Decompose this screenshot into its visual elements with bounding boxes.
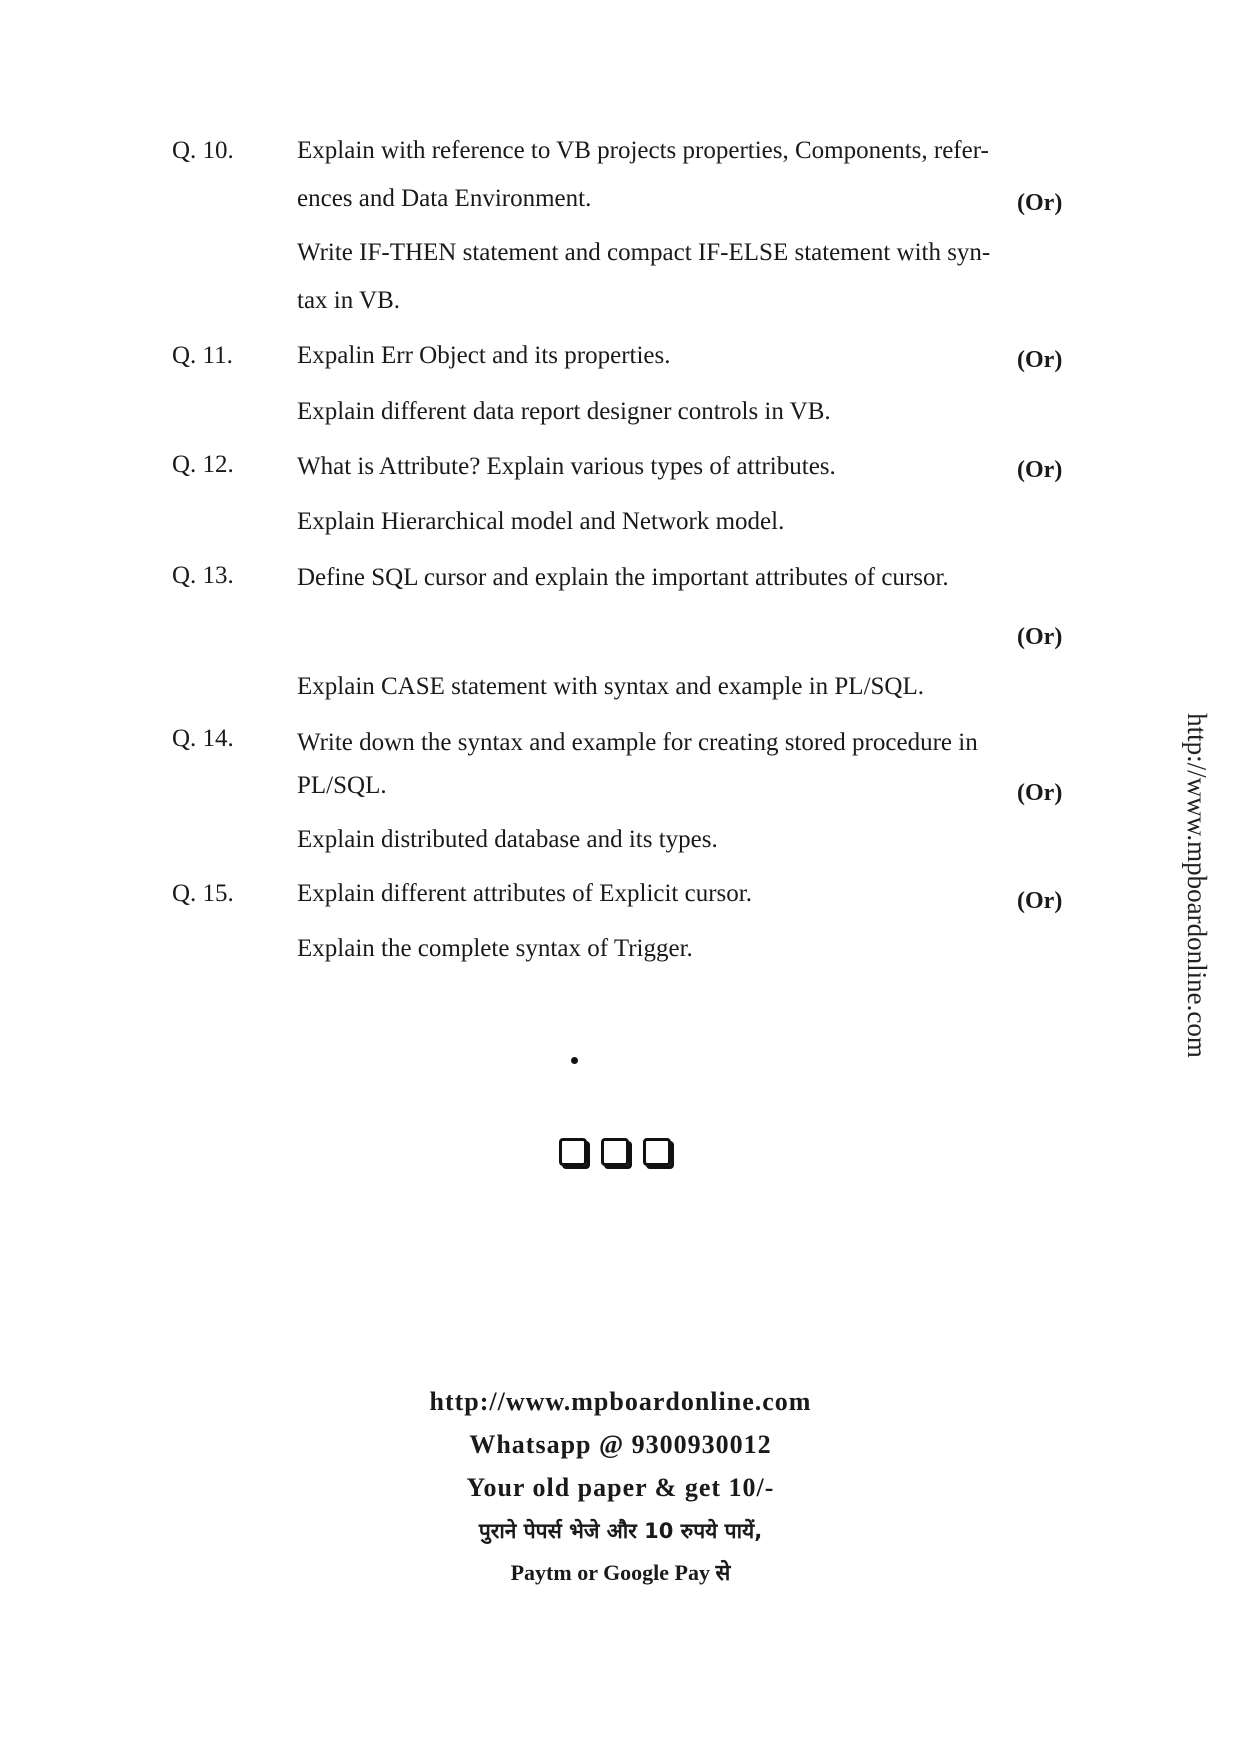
- or-label: (Or): [1017, 457, 1063, 483]
- question-text: Explain Hierarchical model and Network model.: [297, 508, 785, 535]
- question-number: Q. 12.: [172, 451, 234, 478]
- question-text: Explain the complete syntax of Trigger.: [297, 935, 693, 962]
- footer-url: http://www.mpboardonline.com: [429, 1387, 812, 1416]
- square-icon: [643, 1138, 671, 1166]
- or-label: (Or): [1017, 888, 1063, 914]
- question-text: Write IF-THEN statement and compact IF-ELSE statement with syn-: [297, 239, 991, 266]
- question-number: Q. 15.: [172, 880, 234, 907]
- question-text: Expalin Err Object and its properties.: [297, 342, 671, 369]
- question-text: Explain with reference to VB projects properties, Components, refer-: [297, 137, 989, 164]
- or-label: (Or): [1017, 780, 1063, 806]
- footer-whatsapp: Whatsapp @ 9300930012: [469, 1430, 772, 1459]
- question-number: Q. 14.: [172, 725, 234, 752]
- or-label: (Or): [1017, 190, 1063, 216]
- question-number: Q. 13.: [172, 562, 234, 589]
- question-text: Explain distributed database and its types.: [297, 826, 718, 853]
- decorative-dot: [571, 1057, 578, 1064]
- or-label: (Or): [1017, 347, 1063, 373]
- footer-payment: Paytm or Google Pay से: [510, 1560, 731, 1585]
- question-number: Q. 11.: [172, 342, 233, 369]
- square-icon: [601, 1138, 629, 1166]
- end-markers: [559, 1138, 671, 1166]
- question-text: PL/SQL.: [297, 772, 387, 799]
- question-text: What is Attribute? Explain various types of attributes.: [297, 453, 836, 480]
- question-text: Define SQL cursor and explain the important attributes of cursor.: [297, 564, 949, 591]
- question-text: Explain CASE statement with syntax and example in PL/SQL.: [297, 673, 925, 700]
- question-text: ences and Data Environment.: [297, 185, 592, 212]
- side-url-right: http://www.mpboardonline.com: [1181, 713, 1212, 1058]
- footer-offer: Your old paper & get 10/-: [466, 1473, 775, 1502]
- question-text: Write down the syntax and example for creating stored procedure in: [297, 729, 978, 756]
- question-number: Q. 10.: [172, 137, 234, 164]
- square-icon: [559, 1138, 587, 1166]
- or-label: (Or): [1017, 624, 1063, 650]
- question-text: Explain different attributes of Explicit cursor.: [297, 880, 752, 907]
- footer-hindi: पुराने पेपर्स भेजे और 10 रुपये पायें,: [478, 1519, 763, 1543]
- question-text: Explain different data report designer controls in VB.: [297, 398, 831, 425]
- question-text: tax in VB.: [297, 287, 401, 314]
